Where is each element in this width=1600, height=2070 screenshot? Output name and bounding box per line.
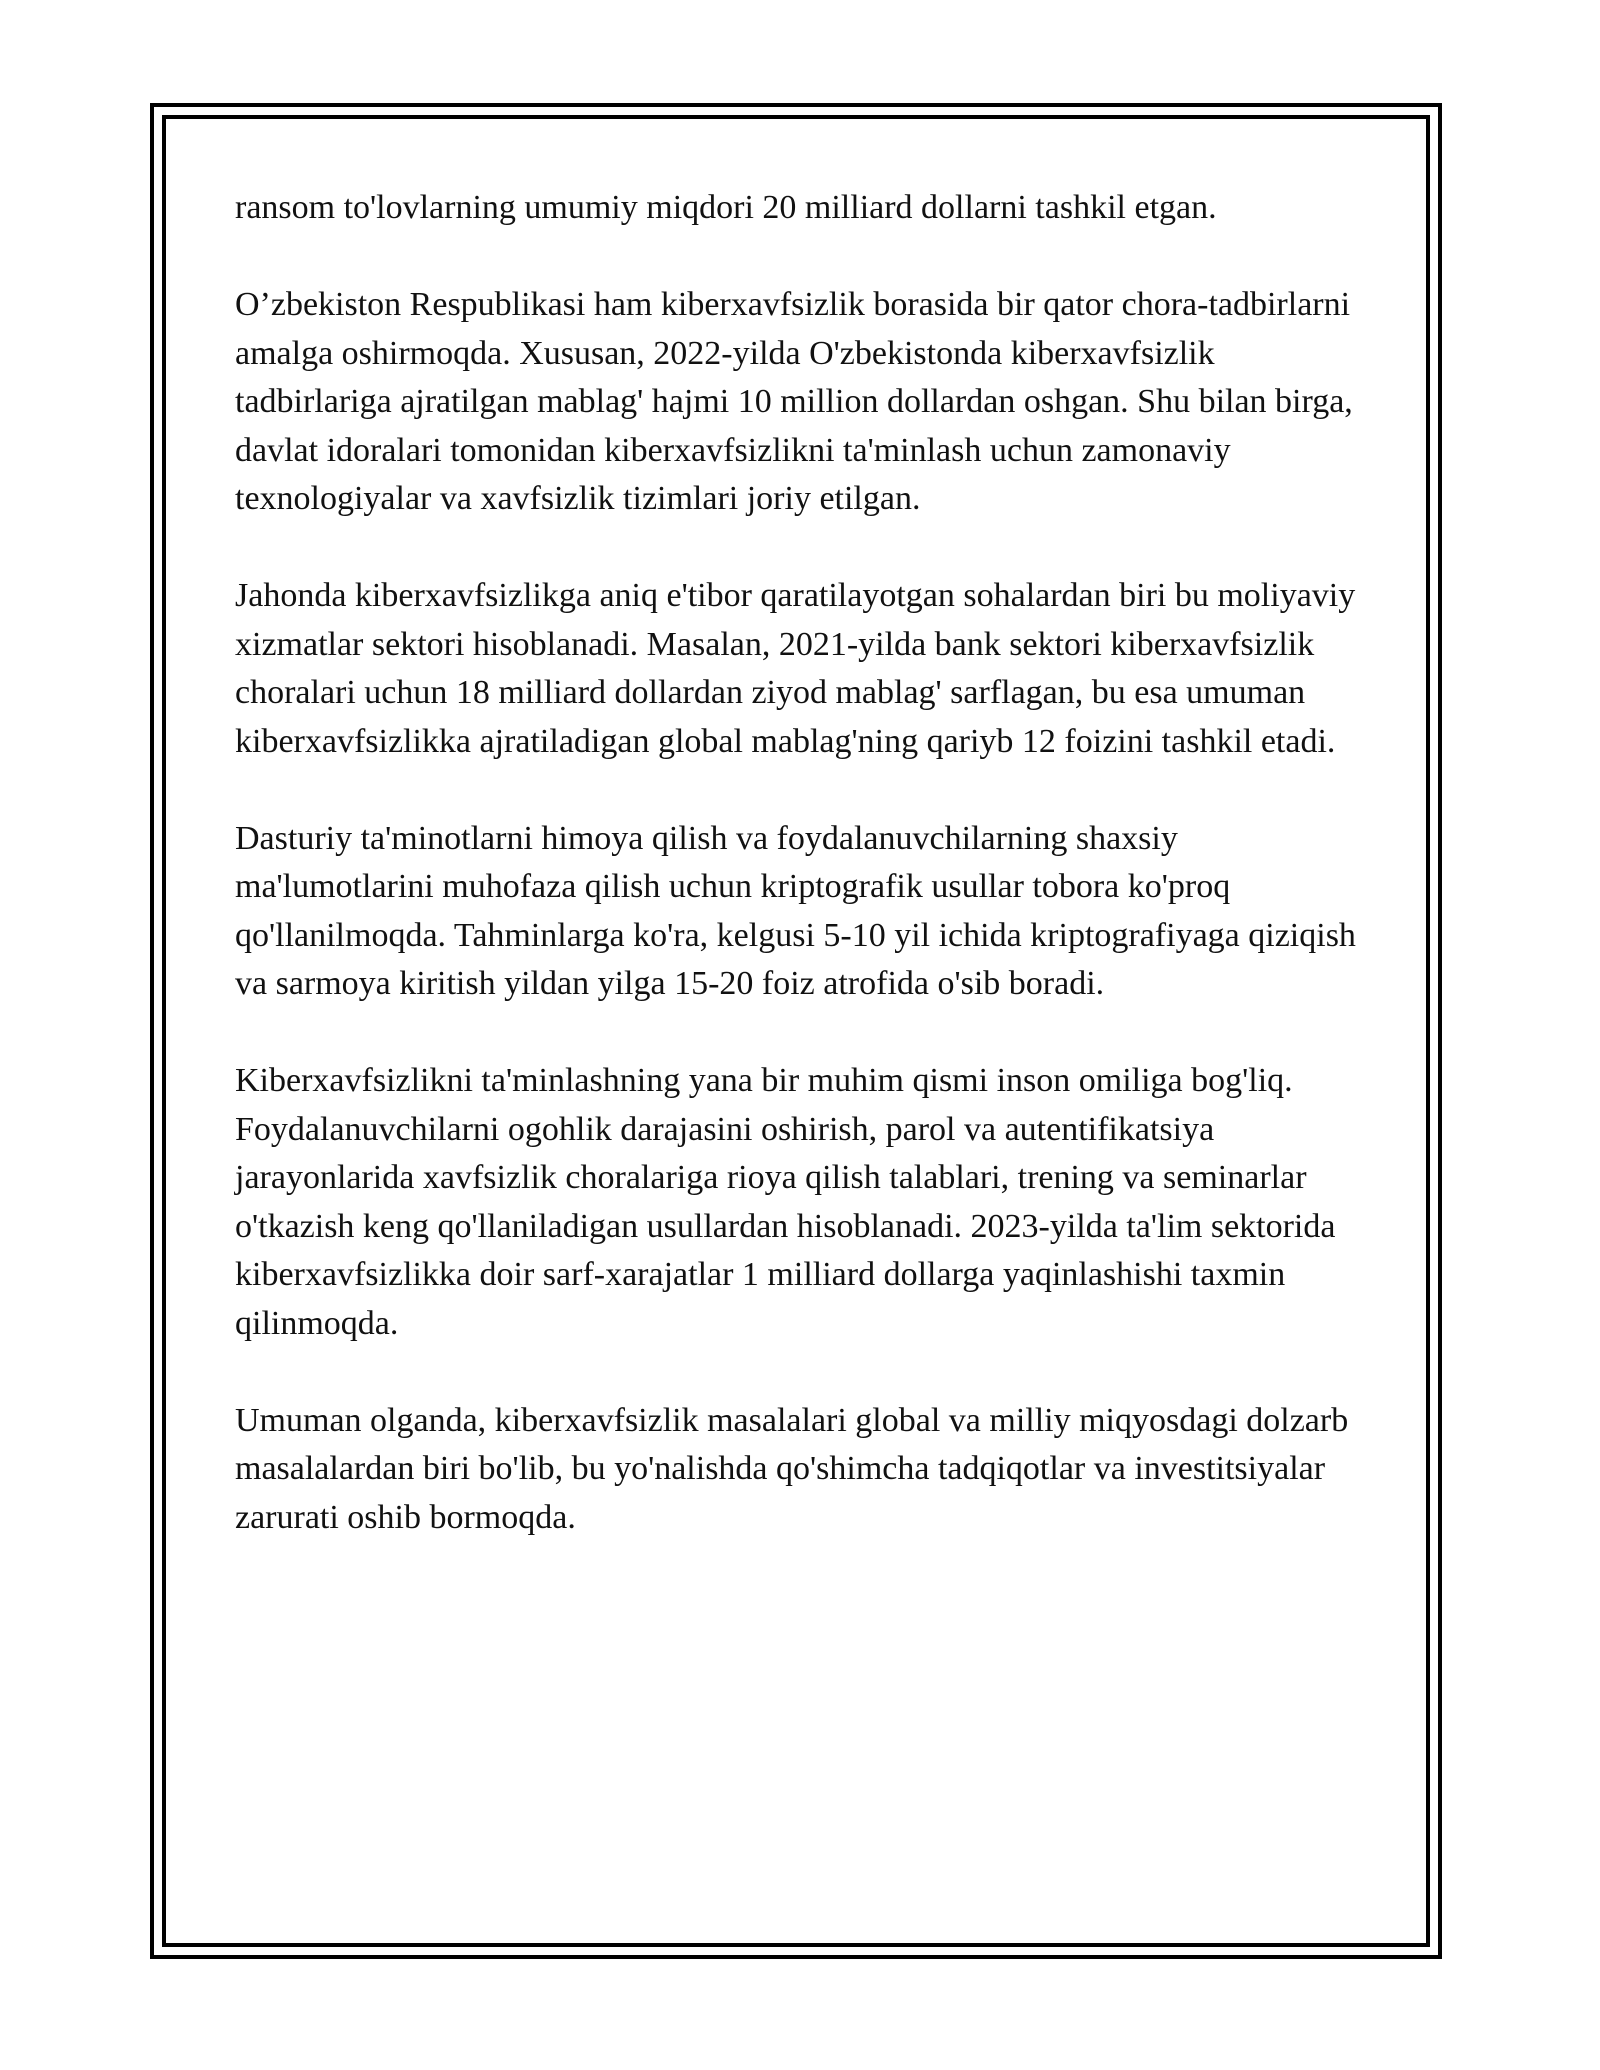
paragraph-cryptography: Dasturiy ta'minotlarni himoya qilish va foydalanuvchilarning shaxsiy ma'lumotlarini muhofaza qilish uchun kriptografik usullar tobora ko'proq qo'llanilmoqda. Tahminlarga ko'ra, kelgusi 5-10 yil ichida kriptografiyaga qiziqish va sarmoya kiritish yildan yilga 15-20 foiz atrofida o'sib boradi.	[235, 819, 1356, 1002]
paragraph-conclusion: Umuman olganda, kiberxavfsizlik masalalari global va milliy miqyosdagi dolzarb masalalardan biri bo'lib, bu yo'nalishda qo'shimcha tadqiqotlar va investitsiyalar zarurati oshib bormoqda.	[235, 1401, 1349, 1536]
paragraph-uzbekistan-measures: O’zbekiston Respublikasi ham kiberxavfsizlik borasida bir qator chora-tadbirlarni amalga oshirmoqda. Xususan, 2022-yilda O'zbekistonda kiberxavfsizlik tadbirlariga ajratilgan mablag' hajmi 10 million dollardan oshgan. Shu bilan birga, davlat idoralari tomonidan kiberxavfsizlikni ta'minlash uchun zamonaviy texnologiyalar va xavfsizlik tizimlari joriy etilgan.	[235, 286, 1353, 517]
document-body	[235, 184, 1370, 1591]
paragraph-financial-sector: Jahonda kiberxavfsizlikga aniq e'tibor qaratilayotgan sohalardan biri bu moliyaviy xizmatlar sektori hisoblanadi. Masalan, 2021-yilda bank sektori kiberxavfsizlik choralari uchun 18 milliard dollardan ziyod mablag' sarflagan, bu esa umuman kiberxavfsizlikka ajratiladigan global mablag'ning qariyb 12 foizini tashkil etadi.	[235, 577, 1356, 760]
paragraph-ransom-total: ransom to'lovlarning umumiy miqdori 20 milliard dollarni tashkil etgan.	[235, 189, 1217, 226]
paragraph-human-factor: Kiberxavfsizlikni ta'minlashning yana bir muhim qismi inson omiliga bog'liq. Foydalanuvchilarni ogohlik darajasini oshirish, parol va autentifikatsiya jarayonlarida xavfsizlik choralariga rioya qilish talablari, trening va seminarlar o'tkazish keng qo'llaniladigan usullardan hisoblanadi. 2023-yilda ta'lim sektorida kiberxavfsizlikka doir sarf-xarajatlar 1 milliard dollarga yaqinlashishi taxmin qilinmoqda.	[235, 1062, 1336, 1342]
